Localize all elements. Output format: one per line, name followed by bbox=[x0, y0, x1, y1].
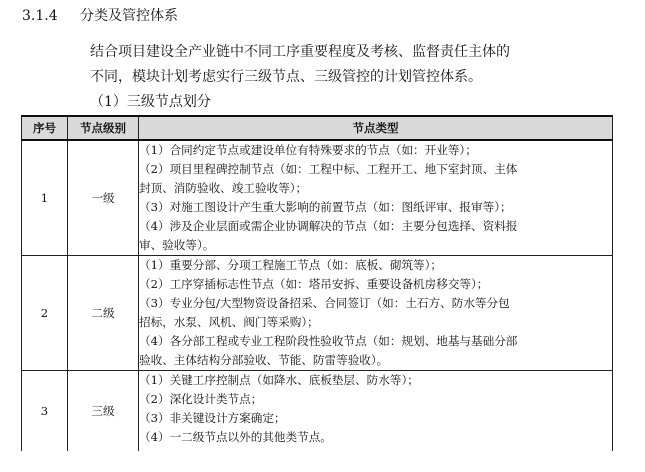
type-line: （2）深化设计类节点； bbox=[139, 392, 263, 406]
type-line: （4）各分部工程或专业工程阶段性验收节点（如：规划、地基与基础分部 bbox=[139, 334, 518, 348]
type-line: （3）非关键设计方案确定； bbox=[139, 411, 286, 425]
table-row bbox=[22, 256, 613, 371]
header-level: 节点级别 bbox=[68, 116, 139, 140]
section-heading bbox=[22, 6, 178, 26]
row-level: 二级 bbox=[68, 256, 139, 371]
type-line: （4）涉及企业层面或需企业协调解决的节点（如：主要分包选择、资料报 bbox=[139, 219, 518, 233]
type-line: （2）工序穿插标志性节点（如：塔吊安拆、重要设备机房移交等）； bbox=[139, 277, 489, 291]
row-types bbox=[139, 256, 613, 371]
type-line: （4）一二级节点以外的其他类节点。 bbox=[139, 430, 332, 444]
type-line: （2）项目里程碑控制节点（如：工程中标、工程开工、地下室封顶、主体 bbox=[139, 162, 518, 176]
type-line: 验收、主体结构分部验收、节能、防雷等验收）。 bbox=[139, 353, 389, 367]
node-level-table bbox=[21, 115, 613, 451]
table-row bbox=[22, 140, 613, 256]
intro-line-2: 不同，模块计划考虑实行三级节点、三级管控的计划管控体系。 bbox=[90, 69, 482, 85]
row-index: 2 bbox=[22, 256, 68, 371]
type-line: （3）对施工图设计产生重大影响的前置节点（如：图纸评审、报审等）； bbox=[139, 200, 512, 214]
table-header-row bbox=[22, 116, 613, 140]
type-line: 招标，水泵、风机、阀门等采购）； bbox=[139, 315, 319, 329]
header-type: 节点类型 bbox=[139, 116, 613, 140]
type-line: （1）合同约定节点或建设单位有特殊要求的节点（如：开业等）； bbox=[139, 143, 477, 157]
row-types bbox=[139, 371, 613, 452]
row-index: 3 bbox=[22, 371, 68, 452]
table-row bbox=[22, 371, 613, 452]
row-index: 1 bbox=[22, 140, 68, 256]
row-level: 三级 bbox=[68, 371, 139, 452]
row-level: 一级 bbox=[68, 140, 139, 256]
type-line: （1）重要分部、分项工程施工节点（如：底板、砌筑等）； bbox=[139, 258, 443, 272]
type-line: （3）专业分包/大型物资设备招采、合同签订（如：土石方、防水等分包 bbox=[139, 296, 510, 310]
row-types bbox=[139, 140, 613, 256]
type-line: 封顶、消防验收、竣工验收等）； bbox=[139, 181, 308, 195]
subheading: （1）三级节点划分 bbox=[90, 94, 211, 110]
intro-paragraph bbox=[90, 40, 610, 90]
section-title: 分类及管控体系 bbox=[80, 8, 178, 24]
header-index: 序号 bbox=[22, 116, 68, 140]
type-line: （1）关键工序控制点（如降水、底板垫层、防水等）； bbox=[139, 373, 419, 387]
type-line: 审、验收等）。 bbox=[139, 238, 215, 252]
intro-line-1: 结合项目建设全产业链中不同工序重要程度及考核、监督责任主体的 bbox=[90, 44, 510, 60]
section-number: 3.1.4 bbox=[22, 8, 58, 24]
